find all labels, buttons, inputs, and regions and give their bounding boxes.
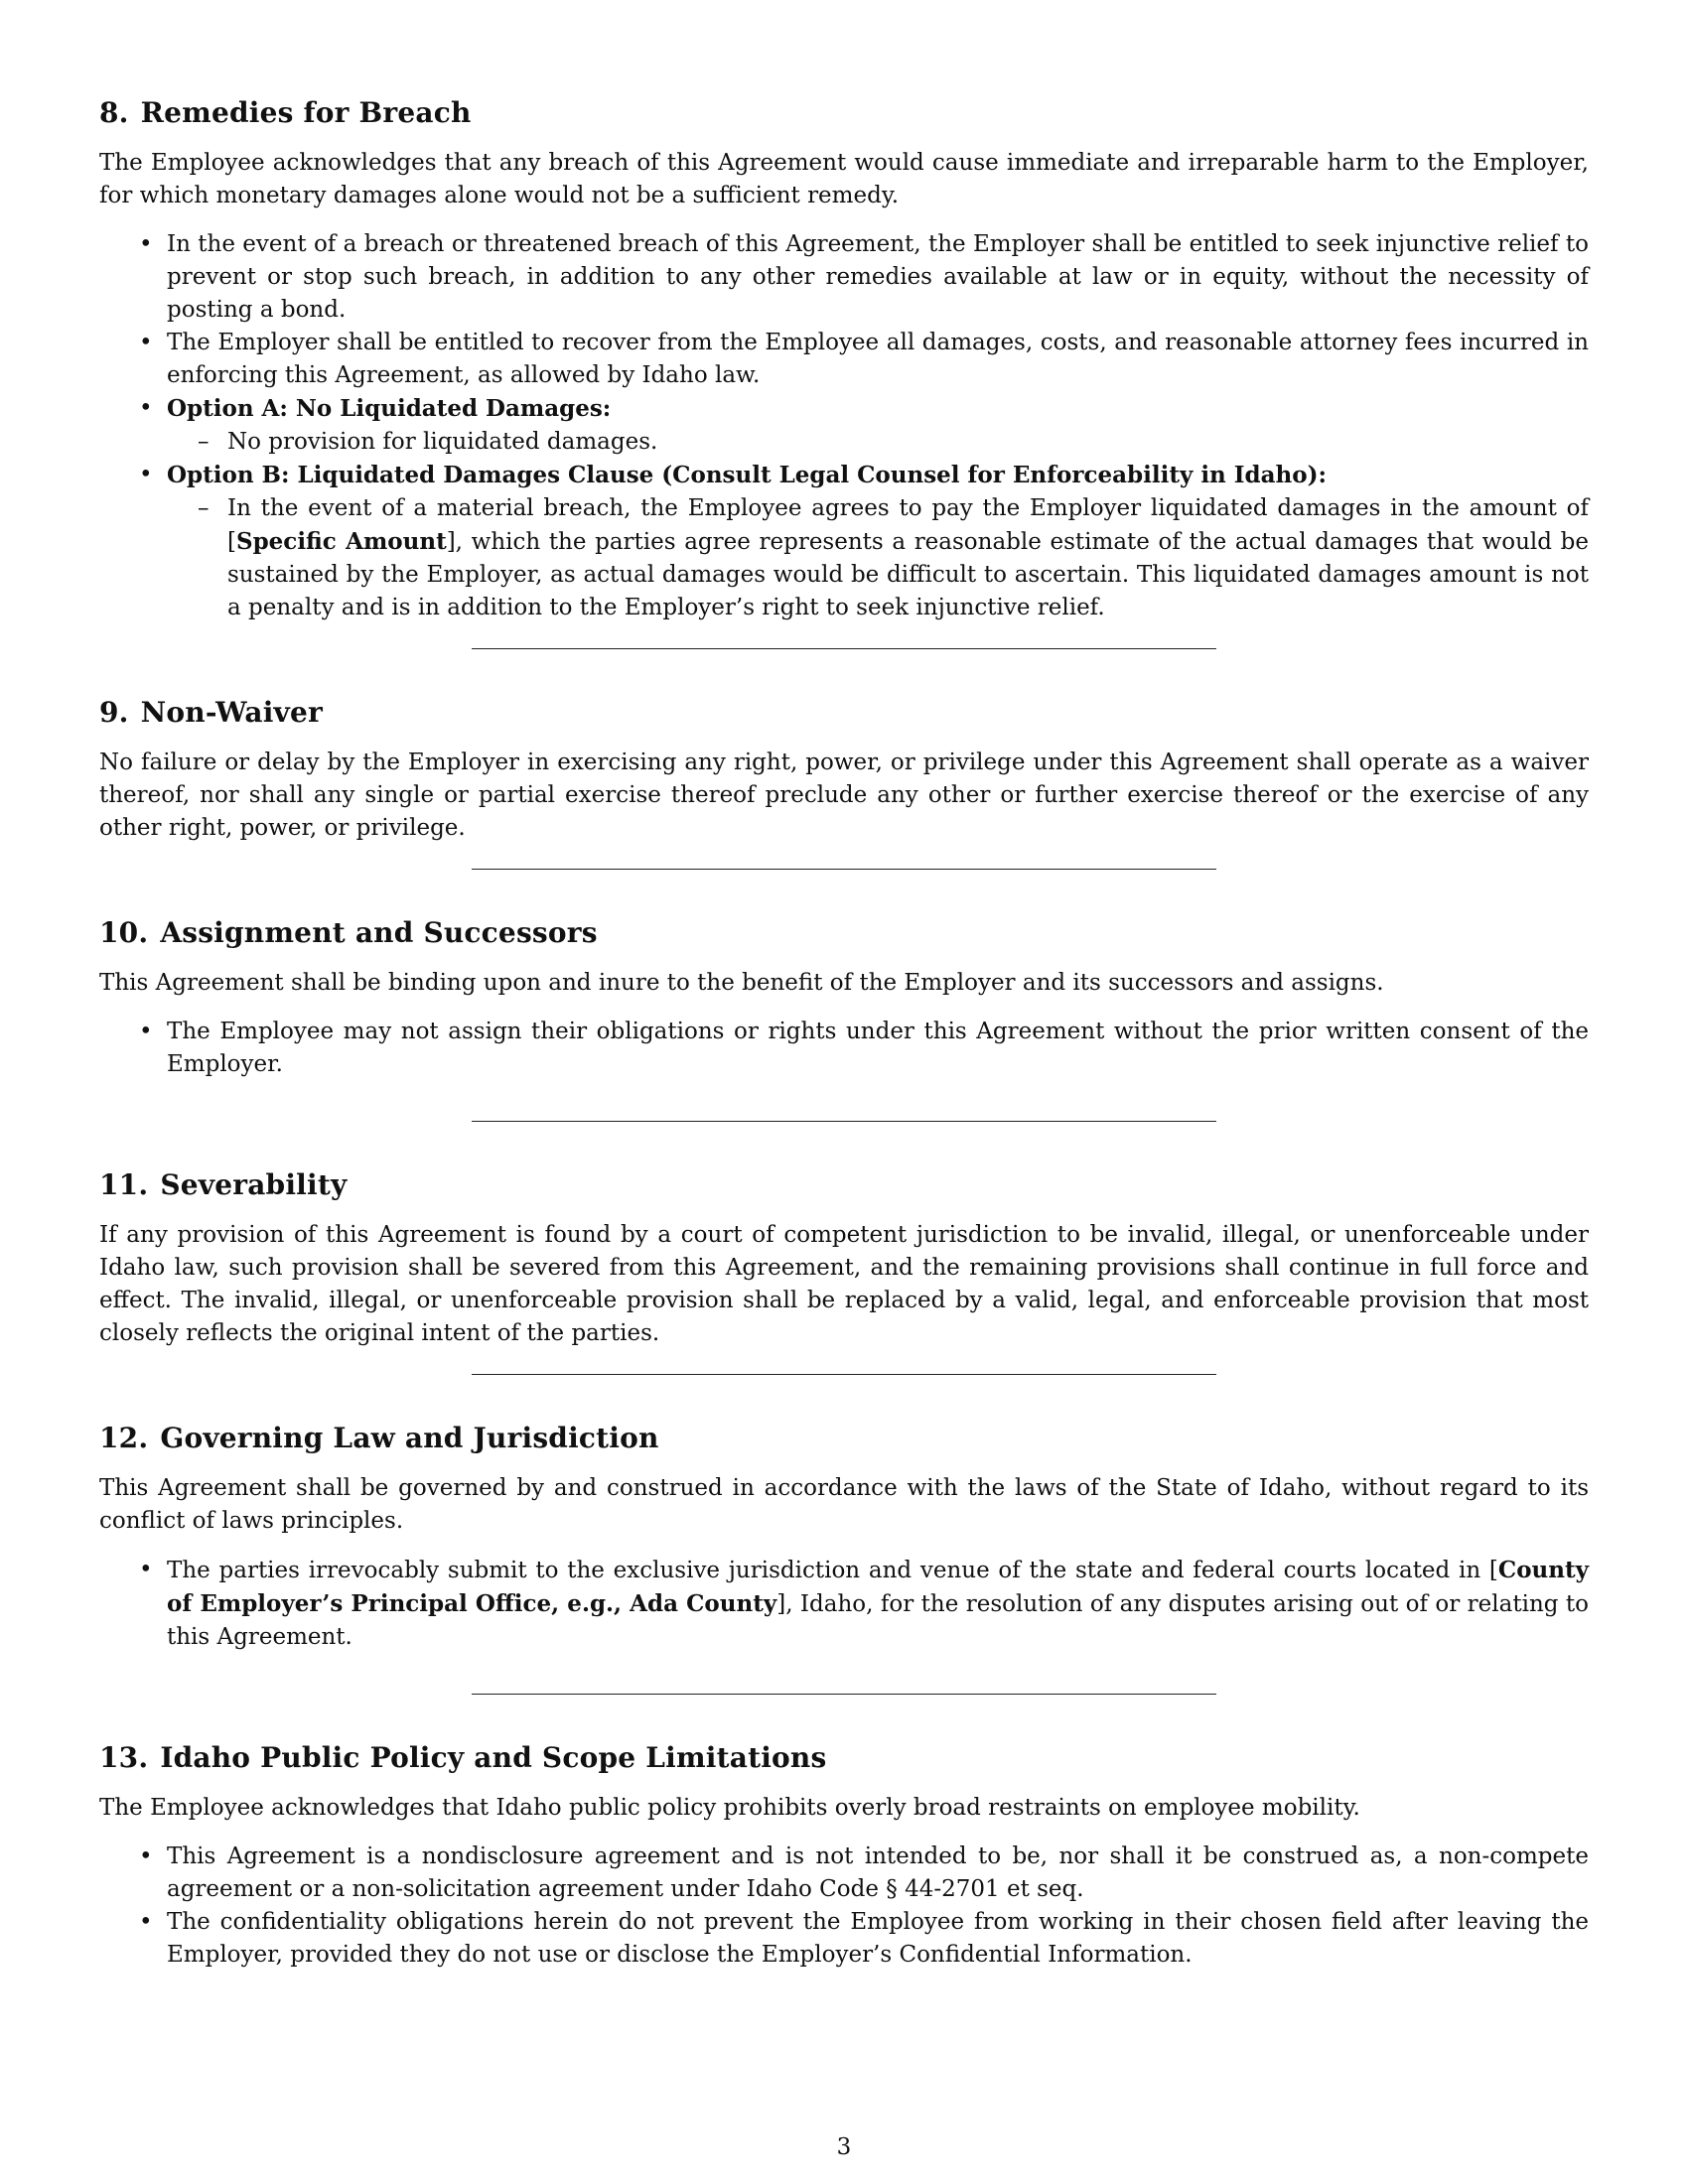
section-number: 8. bbox=[99, 96, 129, 129]
document-page bbox=[99, 95, 1589, 1972]
section-10-heading bbox=[99, 915, 1589, 951]
list-item-option-b bbox=[99, 459, 1589, 624]
list-item: • This Agreement is a nondisclosure agreement and is not intended to be, nor shall it be construed as, a non-compete agreement or a non-solicitation agreement under Idaho Code § 44-2701 et seq. bbox=[99, 1841, 1589, 1906]
section-number: 12. bbox=[99, 1422, 149, 1454]
option-b-label: Option B: Liquidated Damages Clause (Consult Legal Counsel for Enforceability in Idaho): bbox=[167, 462, 1327, 488]
section-number: 9. bbox=[99, 696, 129, 729]
section-divider bbox=[472, 1121, 1216, 1122]
section-12-heading bbox=[99, 1421, 1589, 1456]
text-segment: ], which the parties agree represents a reasonable estimate of the actual damages that would be sustained by the Employer, as actual damages would be difficult to ascertain. This liquidated damages amount is not a penalty and is in addition to the Employer’s right to seek injunctive relief. bbox=[227, 529, 1589, 620]
section-10-list bbox=[99, 1016, 1589, 1081]
section-9 bbox=[99, 695, 1589, 845]
section-12-intro: This Agreement shall be governed by and construed in accordance with the laws of the State of Idaho, without regard to its conflict of laws principles. bbox=[99, 1475, 1589, 1534]
section-11-body: If any provision of this Agreement is found by a court of competent jurisdiction to be invalid, illegal, or unenforceable under Idaho law, such provision shall be severed from this Agreement, and the remaining provisions shall continue in full force and effect. The invalid, illegal, or unenforceable provision shall be replaced by a valid, legal, and enforceable provision that most closely reflects the original intent of the parties. bbox=[99, 1222, 1589, 1346]
text-segment: ], Idaho, for the resolution of any disputes arising out of or relating to this Agreement. bbox=[167, 1591, 1589, 1650]
section-title: Severability bbox=[160, 1168, 348, 1201]
section-number: 10. bbox=[99, 916, 149, 949]
section-divider bbox=[472, 1694, 1216, 1695]
section-9-heading bbox=[99, 695, 1589, 731]
section-10-intro: This Agreement shall be binding upon and inure to the benefit of the Employer and its successors and assigns. bbox=[99, 970, 1384, 996]
section-12-list bbox=[99, 1554, 1589, 1654]
section-title: Remedies for Breach bbox=[140, 96, 472, 129]
section-8 bbox=[99, 95, 1589, 624]
sublist-item bbox=[167, 492, 1589, 624]
section-13-list bbox=[99, 1841, 1589, 1972]
option-b-sublist bbox=[167, 492, 1589, 624]
section-title: Idaho Public Policy and Scope Limitations bbox=[160, 1741, 827, 1774]
section-number: 13. bbox=[99, 1741, 149, 1774]
list-item: • The confidentiality obligations herein do not prevent the Employee from working in their chosen field after leaving the Employer, provided they do not use or disclose the Employer’s Confidential Information. bbox=[99, 1906, 1589, 1972]
list-item-option-a bbox=[99, 392, 1589, 459]
section-title: Assignment and Successors bbox=[160, 916, 598, 949]
section-divider bbox=[472, 869, 1216, 870]
section-title: Non-Waiver bbox=[140, 696, 323, 729]
list-item: • The Employer shall be entitled to recover from the Employee all damages, costs, and reasonable attorney fees incurred in enforcing this Agreement, as allowed by Idaho law. bbox=[99, 327, 1589, 392]
section-8-intro: The Employee acknowledges that any breach of this Agreement would cause immediate and irreparable harm to the Employer, for which monetary damages alone would not be a sufficient remedy. bbox=[99, 150, 1589, 208]
sublist-item: – No provision for liquidated damages. bbox=[167, 426, 1589, 459]
placeholder-specific-amount: Specific Amount bbox=[235, 528, 447, 555]
section-divider bbox=[472, 648, 1216, 649]
section-10 bbox=[99, 915, 1589, 1081]
section-8-list bbox=[99, 228, 1589, 624]
option-a-sublist bbox=[167, 426, 1589, 459]
section-12 bbox=[99, 1421, 1589, 1654]
section-13-heading bbox=[99, 1740, 1589, 1776]
section-13 bbox=[99, 1740, 1589, 1972]
section-8-heading bbox=[99, 95, 1589, 131]
section-13-intro: The Employee acknowledges that Idaho public policy prohibits overly broad restraints on employee mobility. bbox=[99, 1795, 1360, 1821]
section-11-heading bbox=[99, 1167, 1589, 1203]
section-9-body: No failure or delay by the Employer in exercising any right, power, or privilege under this Agreement shall operate as a waiver thereof, nor shall any single or partial exercise thereof preclude any other or further exercise thereof or the exercise of any other right, power, or privilege. bbox=[99, 750, 1589, 841]
text-segment: In the event of a material breach, the Employee agrees to pay the Employer liquidated damages in the amount of [ bbox=[227, 495, 1589, 555]
option-a-label: Option A: No Liquidated Damages: bbox=[167, 395, 612, 422]
section-11 bbox=[99, 1167, 1589, 1350]
placeholder-county: County of Employer’s Principal Office, e.g., Ada County bbox=[167, 1557, 1589, 1617]
text-segment: The parties irrevocably submit to the exclusive jurisdiction and venue of the state and federal courts located in [ bbox=[167, 1558, 1498, 1583]
section-title: Governing Law and Jurisdiction bbox=[160, 1422, 659, 1454]
section-number: 11. bbox=[99, 1168, 149, 1201]
list-item: • In the event of a breach or threatened breach of this Agreement, the Employer shall be entitled to seek injunctive relief to prevent or stop such breach, in addition to any other remedies available at law or in equity, without the necessity of posting a bond. bbox=[99, 228, 1589, 327]
page-number: 3 bbox=[836, 2134, 852, 2160]
list-item bbox=[99, 1554, 1589, 1654]
list-item: • The Employee may not assign their obligations or rights under this Agreement without the prior written consent of the Employer. bbox=[99, 1016, 1589, 1081]
section-divider bbox=[472, 1374, 1216, 1375]
